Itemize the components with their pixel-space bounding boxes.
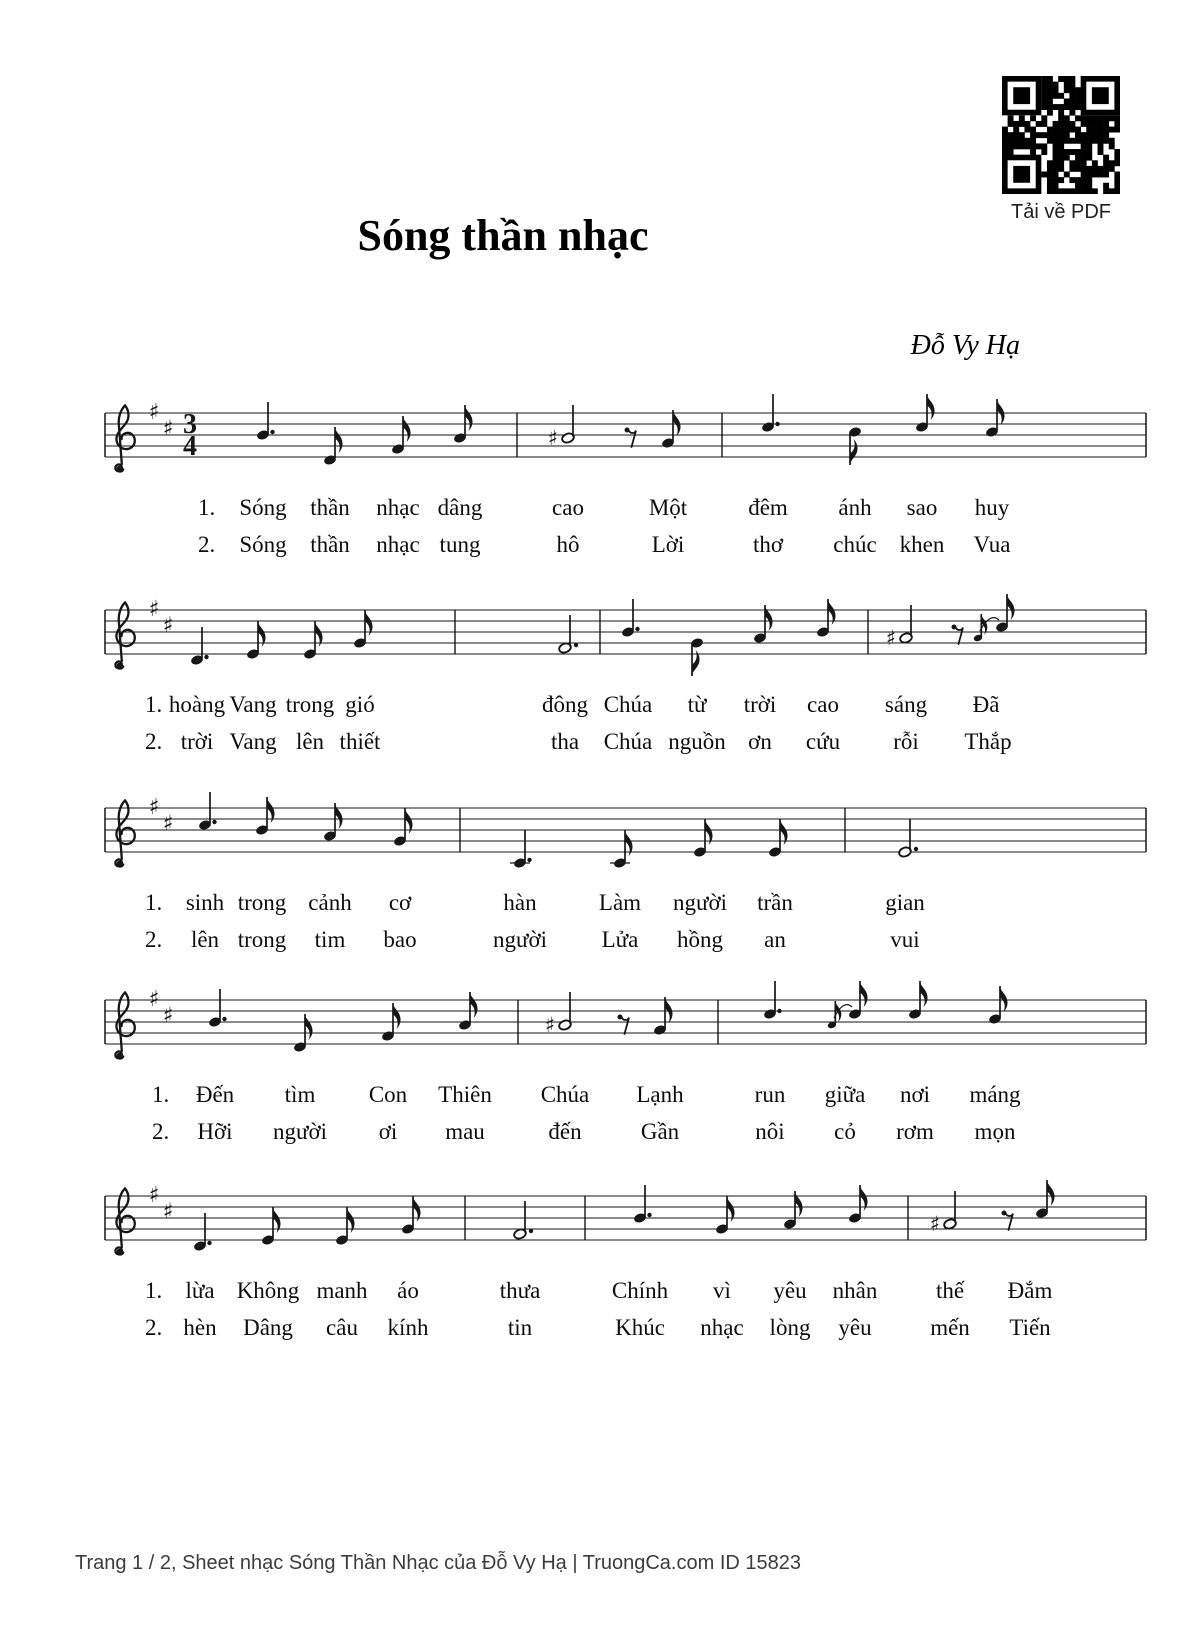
lyric-word: sinh	[185, 890, 225, 915]
lyric-word: gian	[885, 890, 925, 915]
lyric-word: mến	[930, 1315, 970, 1340]
lyric-word: huy	[974, 495, 1010, 520]
lyric-word: thưa	[499, 1278, 541, 1303]
lyric-word: Dâng	[243, 1315, 293, 1340]
lyric-word: nguồn	[668, 729, 726, 754]
lyric-word: áo	[397, 1278, 419, 1303]
treble-clef-icon	[115, 406, 134, 472]
lyric-word: nôi	[755, 1119, 785, 1144]
svg-text:♯: ♯	[148, 1183, 160, 1208]
lyric-word: cao	[552, 495, 584, 520]
staff-system-1	[105, 394, 1146, 471]
verse-number: 1.	[145, 692, 163, 717]
lyric-word: Không	[236, 1278, 300, 1303]
lyric-word: cơ	[388, 890, 412, 915]
lyric-word: từ	[687, 692, 707, 717]
lyric-word: câu	[326, 1315, 358, 1340]
lyric-word: hô	[556, 532, 580, 557]
composer-name: Đỗ Vy Hạ	[910, 330, 1020, 361]
lyric-word: Chính	[611, 1278, 669, 1303]
svg-text:♯: ♯	[162, 811, 174, 837]
lyric-word: Vang	[229, 729, 277, 754]
lyric-word: rỗi	[893, 729, 919, 754]
lyric-word: tin	[507, 1315, 533, 1340]
lyric-word: tha	[550, 729, 580, 754]
lyric-word: trời	[180, 729, 214, 754]
lyric-word: đông	[542, 692, 588, 717]
lyric-word: kính	[387, 1315, 429, 1340]
lyric-word: hoàng	[168, 692, 226, 717]
lyric-word: thiết	[339, 729, 381, 754]
lyric-word: Chúa	[603, 729, 653, 754]
lyric-word: run	[754, 1082, 786, 1107]
lyric-word: Đã	[972, 692, 1000, 717]
lyric-word: lừa	[185, 1278, 215, 1303]
lyric-word: manh	[316, 1278, 368, 1303]
lyric-word: yêu	[773, 1278, 807, 1303]
lyric-word: Đến	[195, 1082, 235, 1107]
verse-number: 2.	[198, 532, 216, 557]
lyric-word: Làm	[598, 890, 642, 915]
svg-text:♯: ♯	[162, 1003, 174, 1029]
staff-system-4	[105, 981, 1146, 1058]
staff-system-2	[105, 594, 1146, 676]
lyric-word: khen	[899, 532, 945, 557]
lyric-word: lên	[190, 927, 220, 952]
svg-text:♯: ♯	[148, 795, 160, 820]
lyric-word: hồng	[677, 927, 723, 952]
lyric-word: Chúa	[540, 1082, 590, 1107]
lyric-word: hèn	[183, 1315, 217, 1340]
lyric-word: nhạc	[376, 495, 420, 520]
svg-text:♯: ♯	[148, 400, 160, 425]
lyric-word: tim	[314, 927, 346, 952]
lyric-word: trong	[237, 890, 287, 915]
verse-number: 1.	[145, 890, 163, 915]
lyric-word: nhạc	[376, 532, 420, 557]
lyric-word: mọn	[974, 1119, 1016, 1144]
song-title: Sóng thần nhạc	[357, 211, 649, 260]
lyric-word: gió	[345, 692, 375, 717]
svg-text:♯: ♯	[929, 1212, 941, 1236]
lyric-word: Khúc	[615, 1315, 665, 1340]
eighth-rest	[625, 428, 637, 448]
svg-text:♯: ♯	[162, 613, 174, 639]
lyric-word: người	[272, 1119, 328, 1144]
eighth-rest	[618, 1015, 630, 1035]
treble-clef-icon	[115, 993, 134, 1059]
verse-number: 2.	[145, 729, 163, 754]
verse-number: 2.	[152, 1119, 170, 1144]
lyric-word: hàn	[503, 890, 537, 915]
lyric-word: rơm	[896, 1119, 934, 1144]
lyric-word: giữa	[824, 1082, 866, 1107]
lyric-word: Lửa	[601, 927, 639, 952]
svg-text:♯: ♯	[148, 987, 160, 1012]
lyric-word: Hỡi	[197, 1119, 233, 1144]
lyric-word: nhân	[832, 1278, 878, 1303]
eighth-rest	[1002, 1211, 1014, 1231]
lyric-word: sáng	[884, 692, 928, 717]
svg-text:♯: ♯	[544, 1013, 556, 1037]
lyric-word: Thắp	[964, 729, 1012, 754]
lyric-word: bao	[383, 927, 417, 952]
lyric-word: nơi	[899, 1082, 931, 1107]
lyric-word: Chúa	[603, 692, 653, 717]
lyric-word: cứu	[805, 729, 841, 754]
lyric-word: yêu	[838, 1315, 872, 1340]
lyric-word: đến	[548, 1119, 582, 1144]
svg-text:♯: ♯	[162, 1199, 174, 1225]
page-footer: Trang 1 / 2, Sheet nhạc Sóng Thần Nhạc của Đỗ Vy Hạ | TruongCa.com ID 15823	[75, 1552, 801, 1574]
lyric-word: Sóng	[239, 532, 287, 557]
lyric-word: Gần	[640, 1119, 680, 1144]
lyric-word: người	[672, 890, 728, 915]
lyric-word: thơ	[752, 532, 784, 557]
verse-number: 1.	[198, 495, 216, 520]
lyric-word: trong	[237, 927, 287, 952]
lyric-word: dâng	[437, 495, 483, 520]
lyric-word: vì	[713, 1278, 731, 1303]
lyric-word: thần	[310, 532, 350, 557]
lyric-word: tung	[439, 532, 481, 557]
lyric-word: lên	[295, 729, 325, 754]
lyric-word: mau	[445, 1119, 485, 1144]
lyric-word: cao	[807, 692, 839, 717]
lyric-word: Lời	[651, 532, 685, 557]
lyric-word: đêm	[748, 495, 788, 520]
lyric-word: Sóng	[239, 495, 287, 520]
verse-number: 2.	[145, 1315, 163, 1340]
lyric-word: người	[492, 927, 548, 952]
lyric-word: Lạnh	[636, 1082, 684, 1107]
lyric-word: thần	[310, 495, 350, 520]
verse-number: 2.	[145, 927, 163, 952]
lyric-word: Vang	[229, 692, 277, 717]
lyric-word: thế	[935, 1278, 965, 1303]
lyric-word: trong	[285, 692, 335, 717]
svg-text:♯: ♯	[162, 416, 174, 442]
eighth-rest	[952, 625, 964, 645]
lyric-word: máng	[969, 1082, 1021, 1107]
svg-text:♯: ♯	[148, 597, 160, 622]
svg-text:♯: ♯	[547, 426, 559, 450]
lyric-word: cảnh	[308, 890, 352, 915]
lyric-word: Đắm	[1007, 1278, 1053, 1303]
svg-text:4: 4	[183, 431, 197, 462]
staff-system-3	[105, 792, 1146, 869]
lyric-word: ánh	[838, 495, 872, 520]
staff-system-5	[105, 1180, 1146, 1254]
lyric-word: cỏ	[834, 1119, 856, 1144]
lyric-word: nhạc	[700, 1315, 744, 1340]
lyric-word: Một	[648, 495, 688, 520]
lyric-word: tìm	[284, 1082, 316, 1107]
lyric-word: vui	[890, 927, 920, 952]
lyric-word: trời	[743, 692, 777, 717]
lyric-word: Tiến	[1009, 1315, 1051, 1340]
lyric-word: sao	[906, 495, 938, 520]
lyric-word: Thiên	[438, 1082, 492, 1107]
verse-number: 1.	[152, 1082, 170, 1107]
treble-clef-icon	[115, 801, 134, 867]
lyric-word: ơi	[378, 1119, 398, 1144]
lyric-word: an	[764, 927, 786, 952]
lyric-word: trần	[757, 890, 793, 915]
qr-caption: Tải về PDF	[1010, 201, 1112, 223]
svg-text:♯: ♯	[885, 626, 897, 650]
lyric-word: ơn	[748, 729, 772, 754]
lyric-word: lòng	[769, 1315, 811, 1340]
svg-text:3: 3	[183, 409, 197, 440]
verse-number: 1.	[145, 1278, 163, 1303]
treble-clef-icon	[115, 603, 134, 669]
lyric-word: Con	[368, 1082, 408, 1107]
treble-clef-icon	[115, 1189, 134, 1255]
lyric-word: chúc	[833, 532, 877, 557]
lyric-word: Vua	[973, 532, 1011, 557]
